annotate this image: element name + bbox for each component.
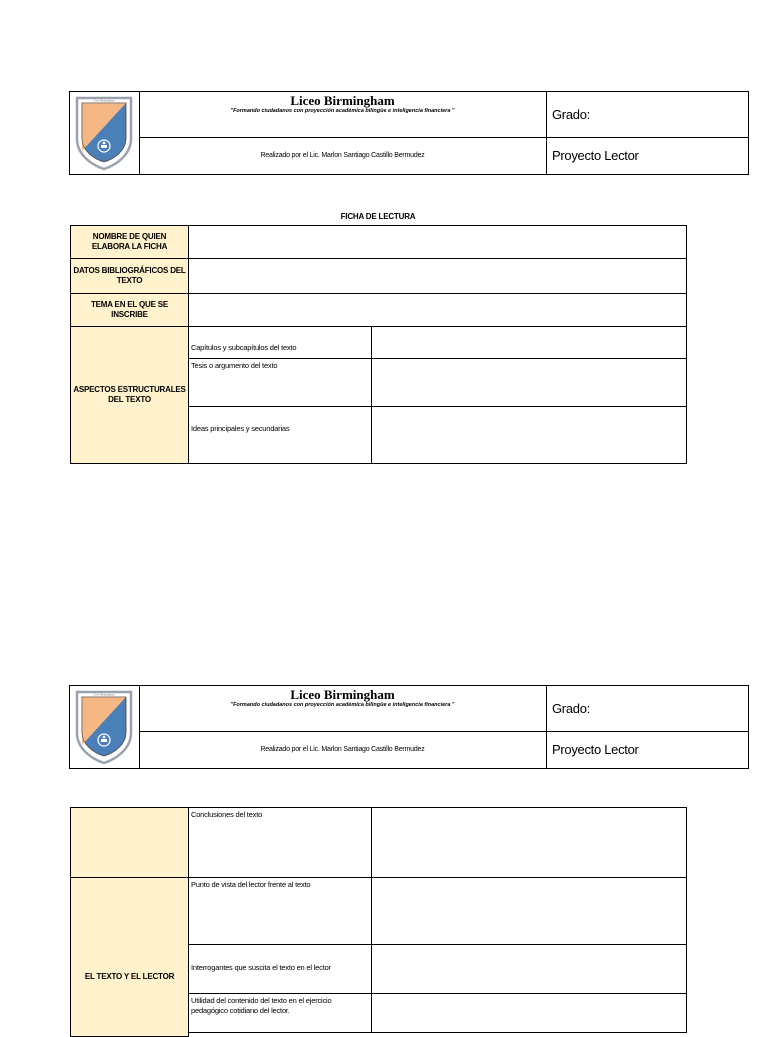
school-name: Liceo Birmingham [290,93,395,108]
grade-label: Grado: [552,107,590,122]
utilidad-field[interactable] [371,993,687,1033]
lector-item-interrogantes: Interrogantes que suscita el texto en el lector [188,944,372,994]
logo-cell [70,92,140,174]
author-cell [139,732,547,768]
project-cell [547,138,748,174]
logo-text: Liceo Birmingham [93,693,115,697]
grade-cell[interactable] [547,686,748,732]
project-cell [547,732,748,768]
project-label: Proyecto Lector [552,742,639,757]
school-crest-logo [74,689,134,765]
nombre-field[interactable] [188,225,687,259]
grade-cell[interactable] [547,92,748,138]
author-credit: Realizado por el Lic. Marlon Santiago Castillo Bermudez [260,746,425,753]
school-title-cell [139,92,547,138]
school-name: Liceo Birmingham [290,687,395,702]
punto-vista-field[interactable] [371,877,687,945]
conclusiones-item: Conclusiones del texto [188,807,372,878]
page-header-1 [69,91,749,175]
row-label-lector: EL TEXTO Y EL LECTOR [70,877,189,1037]
logo-text: Liceo Birmingham [93,99,115,103]
interrogantes-field[interactable] [371,944,687,994]
aspecto-item-ideas: Ideas principales y secundarias [188,406,372,464]
aspecto-item-capitulos: Capítulos y subcapítulos del texto [188,326,372,359]
aspecto-item-tesis: Tesis o argumento del texto [188,358,372,407]
capitulos-field[interactable] [371,326,687,359]
author-credit: Realizado por el Lic. Marlon Santiago Castillo Bermudez [260,152,425,159]
project-label: Proyecto Lector [552,148,639,163]
logo-cell [70,686,140,768]
row-label-aspectos: ASPECTOS ESTRUCTURALES DEL TEXTO [70,326,189,464]
row-label-datos: DATOS BIBLIOGRÁFICOS DEL TEXTO [70,258,189,294]
conclusiones-label-cell [70,807,189,878]
school-motto: "Formando ciudadanos con proyección académica bilingüe e inteligencia financiera " [230,702,455,708]
ideas-field[interactable] [371,406,687,464]
conclusiones-field[interactable] [371,807,687,878]
grade-label: Grado: [552,701,590,716]
tesis-field[interactable] [371,358,687,407]
school-crest-logo [74,95,134,171]
lector-item-utilidad: Utilidad del contenido del texto en el ejercicio pedagógico cotidiano del lector. [188,993,372,1033]
school-title-cell [139,686,547,732]
school-motto: "Formando ciudadanos con proyección académica bilingüe e inteligencia financiera " [230,108,455,114]
page-header-2 [69,685,749,769]
row-label-tema: TEMA EN EL QUE SE INSCRIBE [70,293,189,327]
tema-field[interactable] [188,293,687,327]
lector-item-punto-vista: Punto de vista del lector frente al texto [188,877,372,945]
datos-field[interactable] [188,258,687,294]
ficha-title: FICHA DE LECTURA [340,212,416,221]
author-cell [139,138,547,174]
row-label-nombre: NOMBRE DE QUIEN ELABORA LA FICHA [70,225,189,259]
